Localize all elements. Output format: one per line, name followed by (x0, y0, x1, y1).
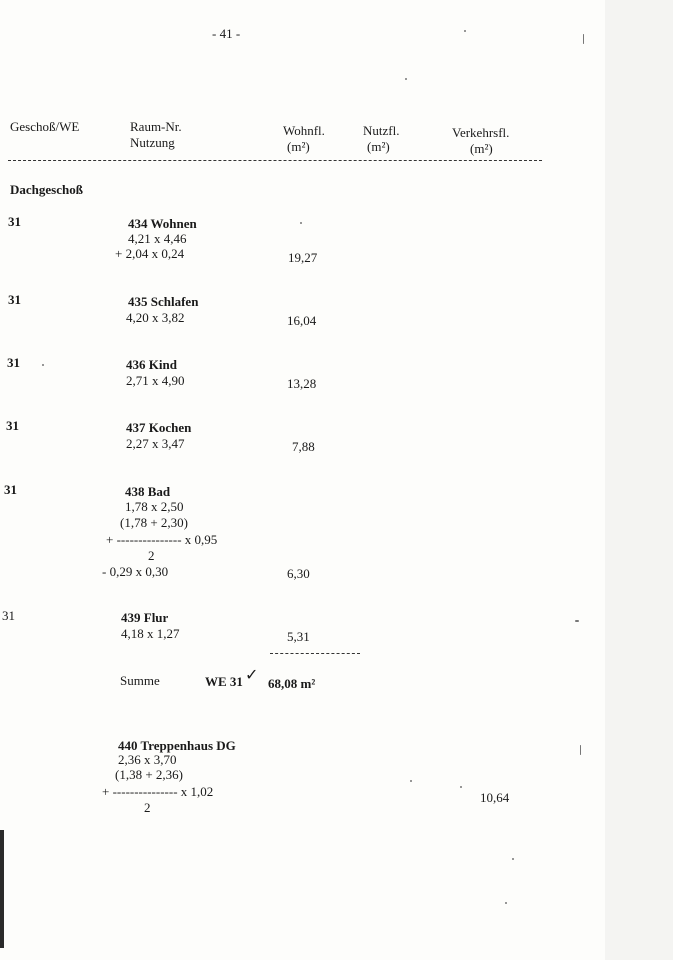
stair-calc-line: 2,36 x 3,70 (118, 752, 177, 767)
header-divider (8, 160, 542, 161)
room-calc-line: + 2,04 x 0,24 (115, 246, 185, 261)
scan-speck (460, 786, 462, 788)
scan-speck (580, 745, 581, 755)
header-nutzung: Nutzung (130, 135, 175, 150)
room-calc-line: 4,18 x 1,27 (121, 626, 180, 641)
room-we: 31 (2, 608, 15, 623)
header-verkehrsfl-unit: (m²) (470, 141, 493, 156)
room-calc-line: (1,78 + 2,30) (120, 515, 188, 530)
room-title: 439 Flur (121, 610, 169, 625)
room-calc-line: 1,78 x 2,50 (125, 499, 184, 514)
scan-speck (583, 34, 584, 44)
stair-calc-line: 2 (144, 800, 151, 815)
sum-divider (270, 653, 360, 654)
room-we: 31 (6, 418, 19, 433)
room-wohnfl: 5,31 (287, 629, 310, 644)
room-title: 434 Wohnen (128, 216, 197, 231)
sum-label: Summe (120, 673, 160, 688)
header-wohnfl: Wohnfl. (283, 123, 325, 138)
scan-speck (512, 858, 514, 860)
stair-verkehrsfl: 10,64 (480, 790, 510, 805)
room-calc-line: 2 (148, 548, 155, 563)
scan-edge-shadow (605, 0, 673, 960)
scan-speck (300, 222, 302, 224)
room-we: 31 (4, 482, 17, 497)
scan-edge-mark (0, 830, 4, 948)
room-calc-line: - 0,29 x 0,30 (102, 564, 169, 579)
stair-calc-line: (1,38 + 2,36) (115, 767, 183, 782)
scan-speck (405, 78, 407, 80)
sum-we-label: WE 31 (205, 674, 243, 689)
room-wohnfl: 6,30 (287, 566, 310, 581)
room-wohnfl: 19,27 (288, 250, 318, 265)
room-we: 31 (7, 355, 20, 370)
header-geschoss-we: Geschoß/WE (10, 119, 80, 134)
room-wohnfl: 16,04 (287, 313, 317, 328)
room-calc-line: 2,27 x 3,47 (126, 436, 185, 451)
header-verkehrsfl: Verkehrsfl. (452, 125, 510, 140)
room-title: 437 Kochen (126, 420, 192, 435)
header-nutzfl-unit: (m²) (367, 139, 390, 154)
header-nutzfl: Nutzfl. (363, 123, 400, 138)
room-we: 31 (8, 292, 21, 307)
room-calc-line: 4,20 x 3,82 (126, 310, 185, 325)
section-title: Dachgeschoß (10, 182, 83, 197)
room-wohnfl: 13,28 (287, 376, 317, 391)
page-number: - 41 - (212, 26, 241, 41)
scan-speck (505, 902, 507, 904)
room-wohnfl: 7,88 (292, 439, 315, 454)
sum-value: 68,08 m² (268, 676, 316, 691)
stair-title: 440 Treppenhaus DG (118, 738, 236, 753)
scan-speck (42, 364, 44, 366)
scan-speck (410, 780, 412, 782)
room-title: 436 Kind (126, 357, 177, 372)
header-wohnfl-unit: (m²) (287, 139, 310, 154)
scan-speck (575, 620, 579, 622)
room-calc-line: 4,21 x 4,46 (128, 231, 187, 246)
room-calc-line: 2,71 x 4,90 (126, 373, 185, 388)
check-mark-icon: ✓ (245, 667, 259, 684)
room-calc-line: + --------------- x 0,95 (106, 532, 218, 547)
scan-speck (464, 30, 466, 32)
room-title: 438 Bad (125, 484, 171, 499)
room-we: 31 (8, 214, 21, 229)
header-raum-nr: Raum-Nr. (130, 119, 182, 134)
stair-calc-line: + --------------- x 1,02 (102, 784, 214, 799)
room-title: 435 Schlafen (128, 294, 199, 309)
